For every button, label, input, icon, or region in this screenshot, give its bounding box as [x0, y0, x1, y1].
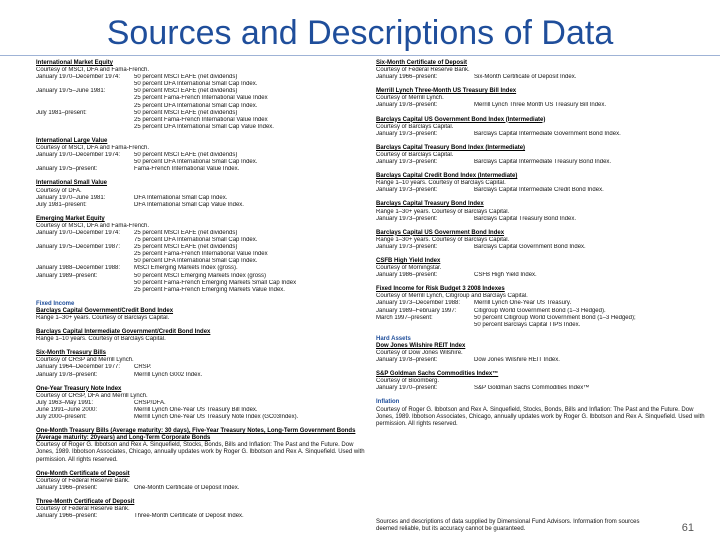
index-description: CSFB High Yield Index. — [474, 272, 537, 279]
section-heading: Hard Assets — [376, 335, 411, 342]
source-courtesy: Courtesy of Morningstar. — [376, 265, 442, 272]
source-heading: One-Month Treasury Bills (Average maturity: 30 days), Five-Year Treasury Notes, Long-Term Government Bonds (Average maturity: 20years) and Long-Term Corporate Bonds — [36, 428, 356, 442]
source-courtesy: Courtesy of MSCI, DFA and Fama-French. — [36, 145, 150, 152]
right-column — [376, 60, 706, 435]
source-courtesy: Courtesy of DFA. — [36, 187, 82, 194]
source-heading: Barclays Capital Intermediate Government/Credit Bond Index — [36, 329, 211, 336]
date-row — [36, 166, 366, 173]
date-range: June 1991–June 2000: — [36, 406, 98, 413]
index-description: 25 percent DFA International Small Cap Value Index. — [134, 123, 274, 130]
source-courtesy: Courtesy of Merrill Lynch, Citigroup and Barclays Capital. — [376, 293, 528, 300]
date-range — [36, 117, 134, 124]
source-block — [376, 336, 706, 364]
date-range — [376, 322, 474, 329]
source-courtesy: Courtesy of Barclays Capital. — [376, 123, 454, 130]
source-heading: Barclays Capital Treasury Bond Index (Intermediate) — [376, 144, 526, 151]
index-description: Merrill Lynch One-Year US Treasury Bill Index. — [134, 406, 258, 413]
index-description: 50 percent MSCI EAFE (net dividends) — [134, 74, 238, 81]
source-block — [36, 386, 366, 421]
date-range: January 1964–December 1977: — [36, 364, 121, 371]
source-block — [36, 138, 366, 173]
left-column — [36, 60, 366, 527]
index-description: Fama-French International Value Index. — [134, 166, 240, 173]
date-range: July 1981–present: — [36, 109, 87, 116]
page-number: 61 — [681, 522, 694, 534]
source-heading: Barclays Capital Government/Credit Bond Index — [36, 307, 174, 314]
source-courtesy: Courtesy of Dow Jones Wilshire. — [376, 350, 463, 356]
date-row — [36, 244, 366, 251]
date-row — [376, 131, 706, 138]
index-description: Barclays Capital Intermediate Treasury Bond Index. — [474, 159, 612, 166]
date-range — [36, 124, 134, 131]
date-row — [36, 280, 366, 287]
date-row — [36, 117, 366, 124]
date-range — [36, 103, 134, 110]
date-row — [36, 195, 366, 202]
date-row — [376, 187, 706, 194]
date-range: January 1975–present: — [36, 166, 98, 173]
date-range: January 1978–present: — [376, 357, 438, 364]
date-range: January 1966–present: — [36, 513, 98, 520]
index-description: Three-Month Certificate of Deposit Index. — [134, 513, 244, 520]
source-courtesy: Courtesy of Merrill Lynch. — [376, 95, 444, 102]
index-description: 25 percent MSCI EAFE (net dividends) — [134, 229, 238, 236]
source-block — [376, 145, 706, 166]
source-heading: Three-Month Certificate of Deposit — [36, 498, 135, 505]
date-range: January 1973–December 1988: — [376, 300, 461, 307]
source-paragraph: Courtesy of Roger G. Ibbotson and Rex A. Sinquefield, Stocks, Bonds, Bills and Inflation: The Past and the Future. Dow Jones, 1989. Ibbotson Associates, Chicago, annually updates work by Roger G. Ibbotson and Rex A. Sinquefield. Used with permission. All rights reserved. — [36, 442, 365, 463]
index-description: 50 percent MSCI EAFE (net dividends) — [134, 152, 238, 159]
date-row — [36, 152, 366, 159]
date-row — [36, 265, 366, 272]
index-description: Citigroup World Government Bond (1–3 Hedged). — [474, 307, 606, 314]
source-block — [36, 180, 366, 208]
index-description: Barclays Capital Intermediate Credit Bond Index. — [474, 187, 604, 194]
date-range: January 1970–June 1981: — [36, 194, 106, 201]
date-range: January 1970–December 1974: — [36, 229, 121, 236]
date-range — [36, 95, 134, 102]
source-heading: Dow Jones Wilshire REIT Index — [376, 342, 466, 349]
source-courtesy: Courtesy of Federal Reserve Bank. — [36, 477, 130, 484]
date-row — [376, 308, 706, 315]
date-row — [36, 103, 366, 110]
source-block — [36, 350, 366, 378]
index-description: 25 percent Fama-French International Value Index — [134, 95, 268, 102]
source-heading: One-Month Certificate of Deposit — [36, 470, 130, 477]
date-range: January 1975–December 1987: — [36, 244, 121, 251]
source-heading: One-Year Treasury Note Index — [36, 385, 122, 392]
source-block — [376, 173, 706, 194]
source-block — [376, 399, 706, 427]
source-courtesy: Range 1–10 years. Courtesy of Barclays Capital. — [376, 180, 506, 187]
index-description: 50 percent DFA International Small Cap Index. — [134, 81, 258, 88]
date-range: January 1973–present: — [376, 187, 438, 194]
date-row — [36, 95, 366, 102]
source-courtesy: Courtesy of CRSP, DFA and Merrill Lynch. — [36, 392, 148, 399]
index-description: 50 percent Citigroup World Government Bond (1–3 Hedged); — [474, 314, 636, 321]
date-row — [36, 110, 366, 117]
source-footnote: Sources and descriptions of data supplied by Dimensional Fund Advisors. Information from sources deemed reliable, but its accuracy cannot be guaranteed. — [376, 519, 640, 532]
index-description: CRSP/DFA. — [134, 399, 166, 406]
date-range: January 1973–present: — [376, 130, 438, 137]
page-title: Sources and Descriptions of Data — [106, 14, 614, 52]
index-description: Six-Month Certificate of Deposit Index. — [474, 74, 577, 81]
date-range: January 1966–present: — [36, 484, 98, 491]
source-heading: International Large Value — [36, 137, 108, 144]
source-block — [36, 60, 366, 131]
date-row — [36, 258, 366, 265]
index-description: DFA International Small Cap Value Index. — [134, 201, 244, 208]
date-row — [376, 216, 706, 223]
date-range: March 1997–present: — [376, 314, 433, 321]
index-description: 25 percent MSCI EAFE (net dividends) — [134, 244, 238, 251]
index-description: Barclays Capital Government Bond Index. — [474, 243, 586, 250]
source-courtesy: Courtesy of MSCI, DFA and Fama-French. — [36, 67, 150, 74]
date-range: January 1970–December 1974: — [36, 152, 121, 159]
index-description: Merrill Lynch One-Year US Treasury Note Index (GC03Index). — [134, 414, 299, 421]
date-row — [36, 287, 366, 294]
source-block — [36, 499, 366, 520]
date-range: July 1963–May 1991: — [36, 399, 94, 406]
date-row — [36, 251, 366, 258]
date-range: January 1989–February 1997: — [376, 307, 457, 314]
source-block — [36, 216, 366, 294]
source-block — [376, 60, 706, 81]
date-row — [36, 237, 366, 244]
date-range — [36, 81, 134, 88]
source-block — [376, 117, 706, 138]
index-description: MSCI Emerging Markets Index (gross). — [134, 265, 238, 272]
index-description: DFA International Small Cap Index. — [134, 194, 228, 201]
source-block — [36, 428, 366, 463]
source-heading: Six-Month Certificate of Deposit — [376, 60, 468, 66]
index-description: 75 percent DFA International Small Cap Index. — [134, 237, 258, 244]
source-courtesy: Courtesy of MSCI, DFA and Fama-French. — [36, 222, 150, 229]
source-block — [376, 88, 706, 109]
date-range — [36, 237, 134, 244]
date-row — [376, 300, 706, 307]
source-heading: S&P Goldman Sachs Commodities Index™ — [376, 371, 499, 378]
source-heading: Barclays Capital US Government Bond Index — [376, 229, 505, 236]
date-range: January 1978–present: — [376, 102, 438, 109]
source-paragraph: Courtesy of Roger G. Ibbotson and Rex A. Sinquefield, Stocks, Bonds, Bills and Inflation: The Past and the Future. Dow Jones, 1989. Ibbotson Associates, Chicago, annually updates work by Roger G. Ibbotson and Rex A. Sinquefield. Used with permission. All rights reserved. — [376, 406, 705, 427]
index-description: Barclays Capital Intermediate Government Bond Index. — [474, 130, 621, 137]
date-row — [36, 400, 366, 407]
date-row — [36, 230, 366, 237]
section-heading: Fixed Income — [36, 300, 75, 307]
index-description: 25 percent Fama-French International Value Index — [134, 116, 268, 123]
date-row — [376, 102, 706, 109]
date-row — [36, 202, 366, 209]
date-row — [376, 357, 706, 364]
date-range: January 1975–June 1981: — [36, 88, 106, 95]
source-courtesy: Range 1–10 years. Courtesy of Barclays Capital. — [36, 336, 166, 343]
source-heading: International Market Equity — [36, 60, 114, 66]
source-heading: Barclays Capital Credit Bond Index (Intermediate) — [376, 173, 518, 180]
date-row — [376, 272, 706, 279]
index-description: One-Month Certificate of Deposit Index. — [134, 484, 240, 491]
date-row — [36, 407, 366, 414]
index-description: 50 percent MSCI EAFE (net dividends) — [134, 88, 238, 95]
index-description: Merrill Lynch One-Year US Treasury. — [474, 300, 572, 307]
date-row — [376, 322, 706, 329]
source-heading: Fixed Income for Risk Budget 3 2008 Indexes — [376, 286, 505, 293]
date-row — [36, 74, 366, 81]
date-row — [36, 364, 366, 371]
date-range — [36, 287, 134, 294]
date-range: January 1989–present: — [36, 272, 98, 279]
date-range — [36, 251, 134, 258]
index-description: 50 percent DFA International Small Cap Index. — [134, 258, 258, 265]
source-courtesy: Range 1–30+ years. Courtesy of Barclays Capital. — [376, 236, 510, 243]
index-description: 25 percent Fama-French Emerging Markets Value Index. — [134, 286, 285, 293]
index-description: 25 percent Fama-French International Value Index — [134, 251, 268, 258]
index-description: 50 percent Fama-French Emerging Markets Small Cap Index — [134, 279, 297, 286]
source-courtesy: Courtesy of Federal Reserve Bank. — [36, 505, 130, 512]
date-range: January 1966–present: — [376, 74, 438, 81]
date-row — [376, 159, 706, 166]
source-block — [376, 258, 706, 279]
index-description: Merrill Lynch Three Month US Treasury Bill Index. — [474, 102, 607, 109]
date-row — [36, 88, 366, 95]
source-heading: Barclays Capital Treasury Bond Index — [376, 201, 484, 208]
source-courtesy: Courtesy of Federal Reserve Bank. — [376, 67, 470, 74]
source-block — [376, 371, 706, 392]
date-range: July 1981–present: — [36, 201, 87, 208]
index-description: 50 percent MSCI EAFE (net dividends) — [134, 109, 238, 116]
index-description: 50 percent DFA International Small Cap Index. — [134, 159, 258, 166]
source-block — [36, 329, 366, 343]
source-courtesy: Range 1–30+ years. Courtesy of Barclays Capital. — [36, 315, 170, 321]
index-description: S&P Goldman Sachs Commodities Index™ — [474, 385, 590, 392]
source-heading: Barclays Capital US Government Bond Index (Intermediate) — [376, 116, 546, 123]
date-row — [36, 81, 366, 88]
date-row — [376, 74, 706, 81]
date-row — [36, 159, 366, 166]
date-range: January 1978–present: — [36, 371, 98, 378]
index-description: Dow Jones Wilshire REIT Index. — [474, 357, 560, 364]
date-row — [36, 273, 366, 280]
date-row — [36, 372, 366, 379]
source-block — [376, 286, 706, 329]
source-heading: International Small Value — [36, 180, 108, 187]
source-block — [36, 301, 366, 322]
index-description: Barclays Capital Treasury Bond Index. — [474, 215, 577, 222]
source-courtesy: Courtesy of Bloomberg. — [376, 378, 440, 385]
date-range: January 1986–present: — [376, 272, 438, 279]
source-block — [376, 201, 706, 222]
date-range: January 1970–December 1974: — [36, 74, 121, 81]
date-row — [376, 315, 706, 322]
index-description: 25 percent DFA International Small Cap Index. — [134, 102, 258, 109]
date-range: January 1973–present: — [376, 215, 438, 222]
date-range — [36, 280, 134, 287]
date-range: January 1973–present: — [376, 243, 438, 250]
date-row — [36, 124, 366, 131]
date-range: January 1973–present: — [376, 159, 438, 166]
title-divider — [0, 55, 720, 56]
source-heading: Six-Month Treasury Bills — [36, 350, 107, 357]
source-courtesy: Courtesy of Barclays Capital. — [376, 151, 454, 158]
date-row — [36, 513, 366, 520]
index-description: CRSP. — [134, 364, 152, 371]
source-courtesy: Courtesy of CRSP and Merrill Lynch. — [36, 357, 134, 364]
source-courtesy: Range 1–30+ years. Courtesy of Barclays Capital. — [376, 208, 510, 215]
source-heading: CSFB High Yield Index — [376, 257, 441, 264]
index-description: 50 percent MSCI Emerging Markets Index (gross) — [134, 272, 267, 279]
date-row — [376, 385, 706, 392]
index-description: Merrill Lynch G002 Index. — [134, 371, 203, 378]
source-block — [36, 471, 366, 492]
date-range: July 2000–present: — [36, 414, 87, 421]
date-row — [36, 485, 366, 492]
date-row — [376, 244, 706, 251]
section-heading: Inflation — [376, 399, 400, 406]
date-range: January 1970–present: — [376, 385, 438, 392]
date-range — [36, 159, 134, 166]
source-block — [376, 230, 706, 251]
date-row — [36, 414, 366, 421]
source-heading: Emerging Market Equity — [36, 215, 105, 222]
source-heading: Merrill Lynch Three-Month US Treasury Bill Index — [376, 88, 517, 95]
date-range: January 1988–December 1988: — [36, 265, 121, 272]
date-range — [36, 258, 134, 265]
index-description: 50 percent Barclays Capital TIPS Index. — [474, 321, 581, 328]
